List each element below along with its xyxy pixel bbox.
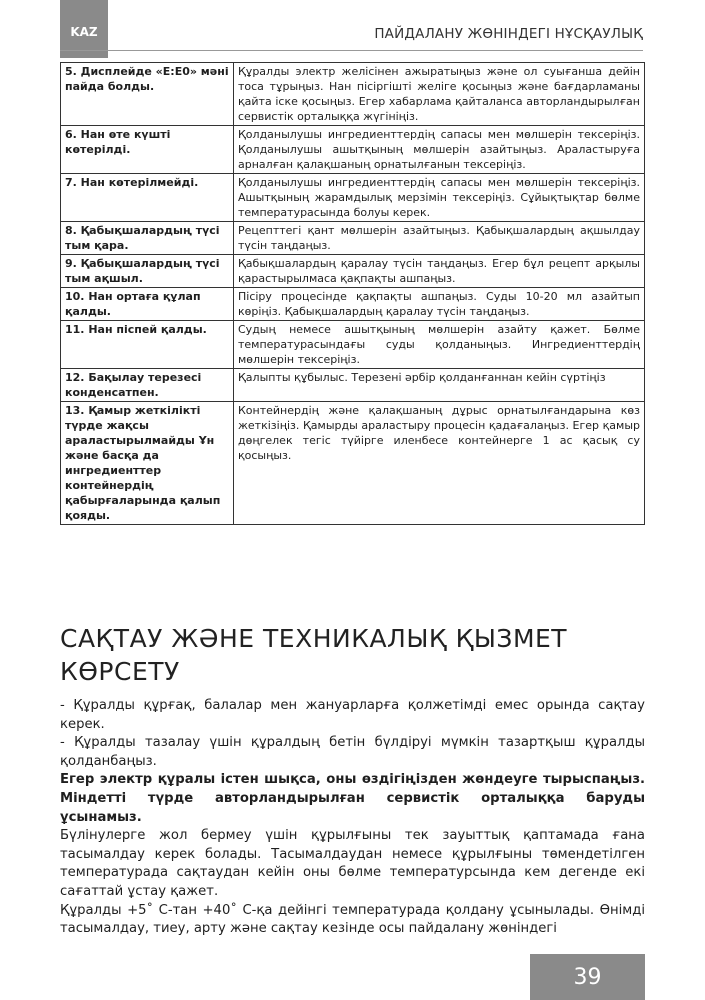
table-row: [61, 321, 645, 369]
problem-cell: 12. Бақылау терезесі конденсатпен.: [61, 369, 234, 402]
header-title: ПАЙДАЛАНУ ЖӨНІНДЕГІ НҰСҚАУЛЫҚ: [374, 26, 643, 42]
page-number: [530, 954, 645, 1000]
problem-cell: 7. Нан көтерілмейді.: [61, 174, 234, 222]
problem-cell: 6. Нан өте күшті көтерілді.: [61, 126, 234, 174]
body-paragraph: Құралды +5˚ С-тан +40˚ С-қа дейінгі температурада қолдану ұсынылады. Өнімді тасымалдау, тиеу, арту және сақтау кезінде осы пайдалану жөніндегі: [60, 902, 645, 937]
warning-paragraph: Егер электр құралы істен шықса, оны өздігіңізден жөндеуге тырыспаңыз. Міндетті түрде авторландырылған сервистік орталыққа баруды ұсынамыз.: [60, 772, 645, 825]
table-row: [61, 222, 645, 255]
header-divider: [60, 50, 643, 51]
solution-cell: Қабықшалардың қаралау түсін таңдаңыз. Егер бұл рецепт арқылы қарастырылмаса қақпақты ашпаңыз.: [234, 255, 645, 288]
solution-cell: Қалыпты құбылыс. Терезені әрбір қолданғаннан кейін сүртіңіз: [234, 369, 645, 402]
section-body: [60, 697, 645, 939]
language-code: KAZ: [70, 25, 98, 39]
troubleshooting-table: [60, 62, 645, 525]
table-row: [61, 63, 645, 126]
body-paragraph: - Құралды тазалау үшін құралдың бетін бүлдіруі мүмкін тазартқыш құралды қолданбаңыз.: [60, 735, 645, 769]
solution-cell: Қолданылушы ингредиенттердің сапасы мен мөлшерін тексеріңіз. Қолданылушы ашытқының мөлшерін азайтыңыз. Араластыруға арналған қалақшаның орнатылғанын тексеріңіз.: [234, 126, 645, 174]
solution-cell: Рецепттегі қант мөлшерін азайтыңыз. Қабықшалардың ақшылдау түсін таңдаңыз.: [234, 222, 645, 255]
table-row: [61, 369, 645, 402]
solution-cell: Құралды электр желісінен ажыратыңыз және ол суығанша дейін тоса тұрыңыз. Нан пісіргішті желіге қосыңыз және бағдарламаны қайта іске қосыңыз. Егер хабарлама қайталанса авторландырылған сервистік орталыққа жүгініңіз.: [234, 63, 645, 126]
problem-cell: 9. Қабықшалардың түсі тым ақшыл.: [61, 255, 234, 288]
solution-cell: Қолданылушы ингредиенттердің сапасы мен мөлшерін тексеріңіз. Ашытқының жарамдылық мерзімін тексеріңіз. Сұйықтықтар бөлме температурасында болуы керек.: [234, 174, 645, 222]
table-row: [61, 402, 645, 525]
body-paragraph: Бүлінулерге жол бермеу үшін құрылғыны тек зауыттық қаптамада ғана тасымалдау керек болады. Тасымалдаудан немесе құрылғыны төмендетілген температурада сақтаудан кейін оны бөлме температурсында кем дегенде екі сағаттай ұстау қажет.: [60, 828, 645, 899]
problem-cell: 10. Нан ортаға құлап қалды.: [61, 288, 234, 321]
table-row: [61, 174, 645, 222]
problem-cell: 8. Қабықшалардың түсі тым қара.: [61, 222, 234, 255]
table-row: [61, 255, 645, 288]
table-row: [61, 126, 645, 174]
problem-cell: 13. Қамыр жеткілікті түрде жақсы араластырылмайды Ұн және басқа да ингредиенттер контейнердің қабырғаларында қалып қояды.: [61, 402, 234, 525]
table-row: [61, 288, 645, 321]
page-number-label: 39: [573, 964, 602, 990]
problem-cell: 5. Дисплейде «E:E0» мәні пайда болды.: [61, 63, 234, 126]
section-title: САҚТАУ ЖӘНЕ ТЕХНИКАЛЫҚ ҚЫЗМЕТ КӨРСЕТУ: [60, 624, 568, 686]
solution-cell: Контейнердің және қалақшаның дұрыс орнатылғандарына көз жеткізіңіз. Қамырды араластыру процесін қадағалаңыз. Егер қамыр дөңгелек тегіс түйірге иленбесе контейнерге 1 ас қасық су қосыңыз.: [234, 402, 645, 525]
problem-cell: 11. Нан піспей қалды.: [61, 321, 234, 369]
solution-cell: Пісіру процесінде қақпақты ашпаңыз. Суды 10-20 мл азайтып көріңіз. Қабықшалардың қаралау түсін таңдаңыз.: [234, 288, 645, 321]
body-paragraph: - Құралды құрғақ, балалар мен жануарларға қолжетімді емес орында сақтау керек.: [60, 698, 645, 732]
solution-cell: Судың немесе ашытқының мөлшерін азайту қажет. Бөлме температурасындағы суды қолданыңыз. Ингредиенттердің мөлшерін тексеріңіз.: [234, 321, 645, 369]
